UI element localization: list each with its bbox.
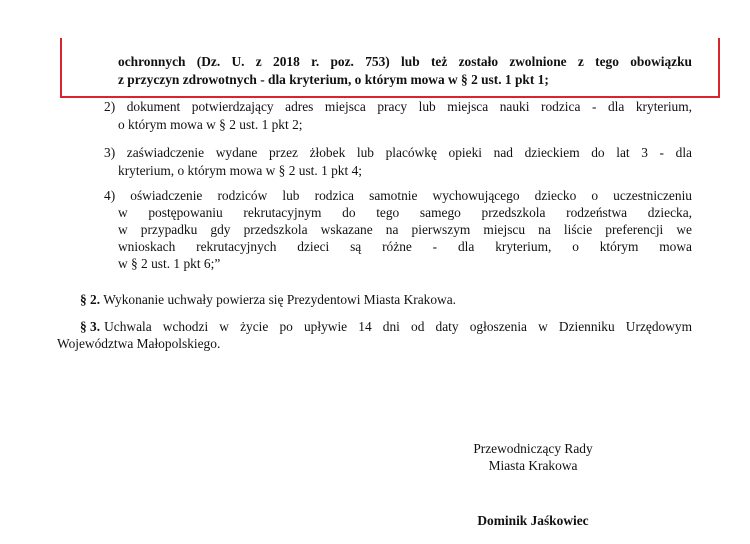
paragraph-3-text: Uchwala wchodzi w życie po upływie 14 dni od daty ogłoszenia w Dzienniku Urzędowym <box>104 319 692 334</box>
paragraph-2-text: Wykonanie uchwały powierza się Prezydentowi Miasta Krakowa. <box>103 292 457 307</box>
signature-name: Dominik Jaśkowiec <box>477 513 589 528</box>
item-4-line-1: 4) oświadczenie rodziców lub rodzica samotnie wychowującego dziecko o uczestniczeniu <box>104 188 692 203</box>
paragraph-3-line-2: Województwa Małopolskiego. <box>57 336 221 351</box>
paragraph-3-number: § 3. <box>80 319 101 334</box>
paragraph-2 <box>80 291 456 308</box>
item-3-line-2: kryterium, o którym mowa w § 2 ust. 1 pkt 4; <box>118 163 362 178</box>
paragraph-3-line-1 <box>80 318 692 335</box>
item-2-line-1: 2) dokument potwierdzający adres miejsca pracy lub miejsca nauki rodzica - dla kryterium, <box>104 99 692 114</box>
signature-title-2: Miasta Krakowa <box>488 458 578 473</box>
paragraph-2-number: § 2. <box>80 292 101 307</box>
item-4-line-3: w przypadku gdy przedszkola wskazane na pierwszym miejscu na liście preferencji we <box>118 222 692 237</box>
highlight-line-2: z przyczyn zdrowotnych - dla kryterium, o którym mowa w § 2 ust. 1 pkt 1; <box>118 72 549 87</box>
item-3-line-1: 3) zaświadczenie wydane przez żłobek lub placówkę opieki nad dzieckiem do lat 3 - dla <box>104 145 692 160</box>
item-4-line-5: w § 2 ust. 1 pkt 6;” <box>118 256 221 271</box>
item-4-line-4: wnioskach rekrutacyjnych dzieci są różne - dla kryterium, o którym mowa <box>118 239 692 254</box>
item-2-line-2: o którym mowa w § 2 ust. 1 pkt 2; <box>118 117 303 132</box>
signature-title-1: Przewodniczący Rady <box>473 441 593 456</box>
item-4-line-2: w postępowaniu rekrutacyjnym do tego samego przedszkola rodzeństwa dziecka, <box>118 205 692 220</box>
highlight-line-1: ochronnych (Dz. U. z 2018 r. poz. 753) lub też zostało zwolnione z tego obowiązku <box>118 54 692 69</box>
